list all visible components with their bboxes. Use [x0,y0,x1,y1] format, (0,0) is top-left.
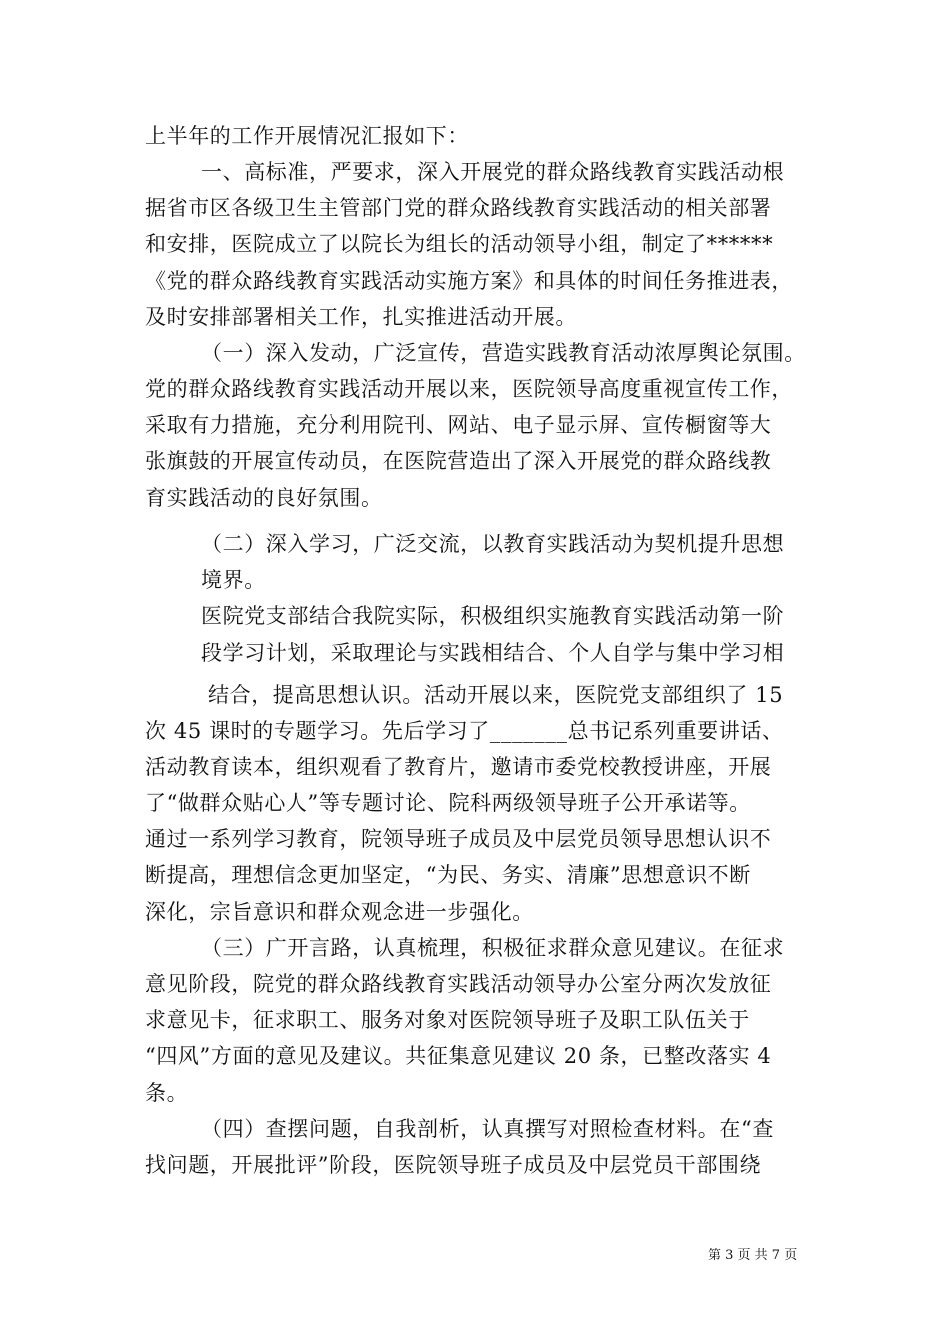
text-line: （三）广开言路，认真梳理，积极征求群众意见建议。在征求 [201,936,785,960]
text-line: 采取有力措施，充分利用院刊、网站、电子显示屏、宣传橱窗等大 [145,413,772,437]
text-line: “四风”方面的意见及建议。共征集意见建议 20 条，已整改落实 4 [145,1044,772,1068]
text-line: 据省市区各级卫生主管部门党的群众路线教育实践活动的相关部署 [145,196,772,220]
page-number: 第 3 页 共 7 页 [708,1248,798,1263]
text-line: 条。 [145,1081,189,1105]
text-line: 张旗鼓的开展宣传动员，在医院营造出了深入开展党的群众路线教 [145,449,772,473]
text-line: 段学习计划，采取理论与实践相结合、个人自学与集中学习相 [201,641,785,665]
text-line: 深化，宗旨意识和群众观念进一步强化。 [145,900,534,924]
text-line: 活动教育读本，组织观看了教育片，邀请市委党校教授讲座，开展 [145,755,772,779]
text-line: 意见阶段，院党的群众路线教育实践活动领导办公室分两次发放征 [145,972,772,996]
text-line: 及时安排部署相关工作，扎实推进活动开展。 [145,305,577,329]
text-line: 党的群众路线教育实践活动开展以来，医院领导高度重视宣传工作， [145,377,793,401]
text-line: （四）查摆问题，自我剖析，认真撰写对照检查材料。在“查 [201,1117,774,1141]
text-line: 和安排，医院成立了以院长为组长的活动领导小组，制定了****** [145,232,774,256]
text-line: 《党的群众路线教育实践活动实施方案》和具体的时间任务推进表， [145,269,793,293]
text-line: 境界。 [201,568,266,592]
text-line: （二）深入学习，广泛交流，以教育实践活动为契机提升思想 [201,532,785,556]
text-line: 次 45 课时的专题学习。先后学习了_______总书记系列重要讲话、 [145,719,784,743]
text-line: 结合，提高思想认识。活动开展以来，医院党支部组织了 15 [208,683,784,707]
text-line: 断提高，理想信念更加坚定，“为民、务实、清廉”思想意识不断 [145,863,751,887]
text-line: 了“做群众贴心人”等专题讨论、院科两级领导班子公开承诺等。 [145,791,751,815]
text-line: 育实践活动的良好氛围。 [145,486,383,510]
text-line: 上半年的工作开展情况汇报如下： [145,124,469,148]
text-line: 医院党支部结合我院实际，积极组织实施教育实践活动第一阶 [201,604,785,628]
text-line: 通过一系列学习教育，院领导班子成员及中层党员领导思想认识不 [145,827,772,851]
text-line: （一）深入发动，广泛宣传，营造实践教育活动浓厚舆论氛围。 [201,341,806,365]
text-line: 找问题，开展批评”阶段，医院领导班子成员及中层党员干部围绕 [145,1153,762,1177]
text-line: 一、高标准，严要求，深入开展党的群众路线教育实践活动根 [201,160,785,184]
text-line: 求意见卡，征求职工、服务对象对医院领导班子及职工队伍关于 [145,1008,750,1032]
